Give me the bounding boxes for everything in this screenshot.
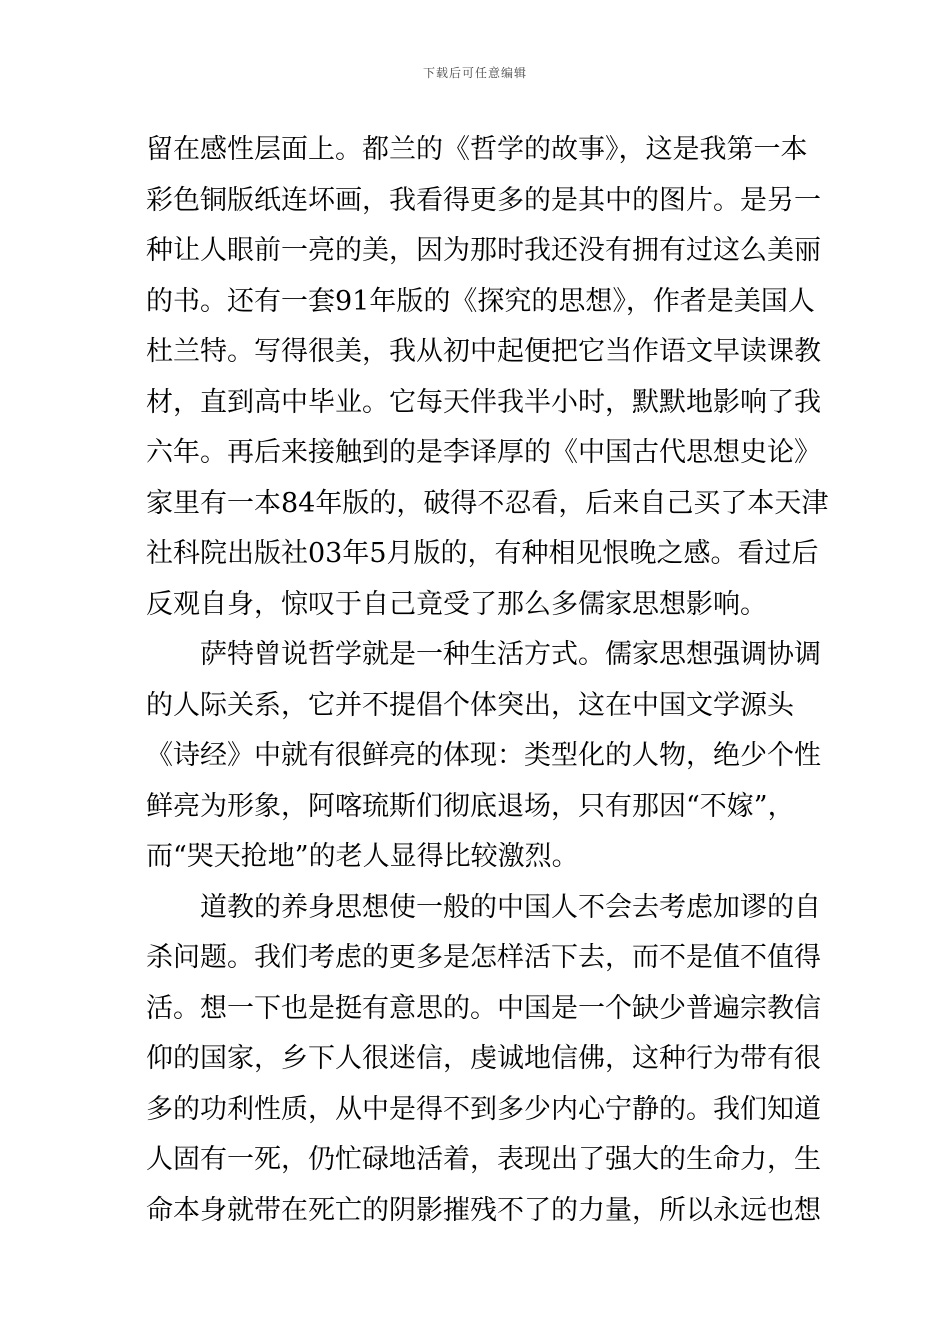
page-header: 下载后可任意编辑	[422, 66, 527, 80]
text-line: 多的功利性质，从中是得不到多少内心宁静的。我们知道	[146, 1093, 821, 1125]
text-line: 人固有一死，仍忙碌地活着，表现出了强大的生命力，生	[146, 1144, 821, 1175]
text-line: 材，直到高中毕业。它每天伴我半小时，默默地影响了我	[146, 386, 821, 418]
text-line: 留在感性层面上。都兰的《哲学的故事》，这是我第一本	[146, 134, 808, 165]
text-line: 种让人眼前一亮的美，因为那时我还没有拥有过这么美丽	[146, 235, 821, 266]
text-line: 反观自身，惊叹于自己竟受了那么多儒家思想影响。	[146, 588, 767, 620]
text-line: 道教的养身思想使一般的中国人不会去考虑加谬的自	[200, 891, 821, 923]
text-line: 萨特曾说哲学就是一种生活方式。儒家思想强调协调	[200, 639, 821, 670]
text-line: 鲜亮为形象，阿喀琉斯们彻底退场，只有那因“不嫁”，	[146, 790, 795, 822]
text-line: 家里有一本84年版的，破得不忍看，后来自己买了本天津	[146, 487, 829, 519]
text-line: 活。想一下也是挺有意思的。中国是一个缺少普遍宗教信	[146, 992, 821, 1024]
text-line: 的书。还有一套91年版的《探究的思想》，作者是美国人	[146, 285, 815, 317]
text-line: 命本身就带在死亡的阴影摧残不了的力量，所以永远也想	[146, 1194, 821, 1226]
text-line: 仰的国家，乡下人很迷信，虔诚地信佛，这种行为带有很	[146, 1043, 821, 1074]
text-line: 《诗经》中就有很鲜亮的体现：类型化的人物，绝少个性	[146, 740, 821, 771]
text-line: 而“哭天抢地”的老人显得比较激烈。	[146, 841, 579, 872]
text-line: 社科院出版社03年5月版的，有种相见恨晚之感。看过后	[146, 538, 819, 569]
text-line: 杜兰特。写得很美，我从初中起便把它当作语文早读课教	[146, 336, 821, 367]
document-body	[146, 128, 829, 1239]
text-line: 的人际关系，它并不提倡个体突出，这在中国文学源头	[146, 689, 794, 721]
text-line: 彩色铜版纸连坏画，我看得更多的是其中的图片。是另一	[146, 184, 821, 216]
text-line: 杀问题。我们考虑的更多是怎样活下去，而不是值不值得	[146, 942, 821, 973]
text-line: 六年。再后来接触到的是李译厚的《中国古代思想史论》	[146, 437, 821, 468]
